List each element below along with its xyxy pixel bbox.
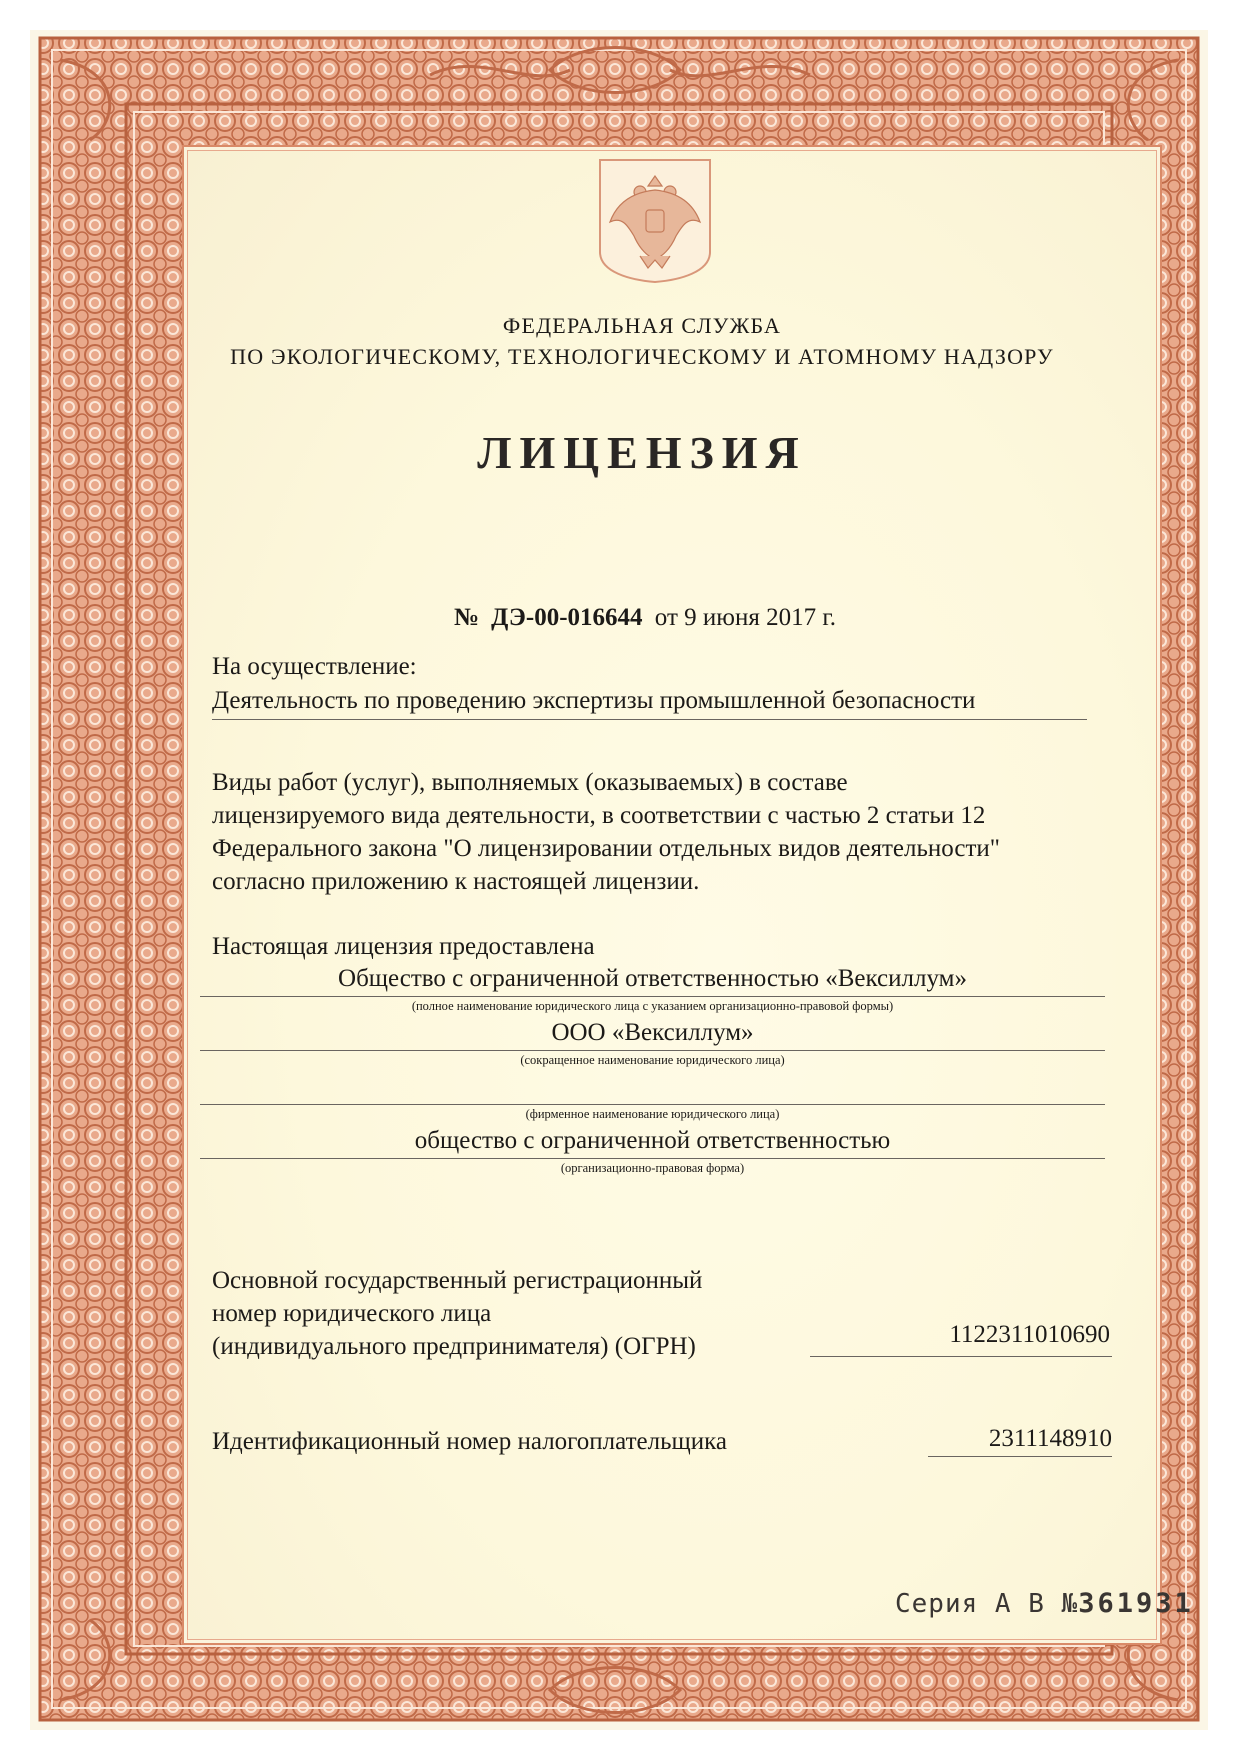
ogrn-label-line-3: (индивидуального предпринимателя) (ОГРН) <box>212 1333 696 1360</box>
legal-form-rule <box>200 1158 1105 1159</box>
series-line <box>895 1588 1194 1619</box>
holder-full-name: Общество с ограниченной ответственностью «Вексиллум» <box>338 965 967 992</box>
brand-name-caption: (фирменное наименование юридического лица) <box>525 1107 780 1121</box>
activity-label: На осуществление: <box>212 653 417 680</box>
series-label: Серия А В № <box>895 1589 1079 1619</box>
ogrn-label-line-1: Основной государственный регистрационный <box>212 1267 703 1294</box>
works-line-2: лицензируемого вида деятельности, в соответствии с частью 2 статьи 12 <box>212 802 986 829</box>
inn-label: Идентификационный номер налогоплательщика <box>212 1428 728 1455</box>
holder-short-name: ООО «Вексиллум» <box>551 1019 754 1046</box>
ogrn-rule <box>810 1356 1112 1357</box>
works-line-1: Виды работ (услуг), выполняемых (оказываемых) в составе <box>212 769 848 796</box>
brand-name-rule <box>200 1104 1105 1105</box>
holder-legal-form: общество с ограниченной ответственностью <box>414 1127 891 1154</box>
ogrn-label-line-2: номер юридического лица <box>212 1300 492 1327</box>
works-line-3: Федерального закона "О лицензировании отдельных видов деятельности" <box>212 835 1000 862</box>
license-number-prefix: № <box>453 604 480 631</box>
short-name-caption: (сокращенное наименование юридического лица) <box>520 1053 785 1067</box>
activity-value: Деятельность по проведению экспертизы промышленной безопасности <box>212 684 1087 720</box>
inn-rule <box>928 1456 1112 1457</box>
works-line-4: согласно приложению к настоящей лицензии. <box>212 868 700 895</box>
inn-value: 2311148910 <box>988 1425 1112 1452</box>
holder-label: Настоящая лицензия предоставлена <box>212 933 595 960</box>
full-name-rule <box>200 996 1105 997</box>
document-title: ЛИЦЕНЗИЯ <box>477 427 807 478</box>
ogrn-value: 1122311010690 <box>949 1321 1110 1348</box>
license-date: от 9 июня 2017 г. <box>654 604 837 631</box>
license-number-line <box>152 604 1132 632</box>
full-name-caption: (полное наименование юридического лица с указанием организационно-правовой формы) <box>411 999 894 1013</box>
service-name-line-1: ФЕДЕРАЛЬНАЯ СЛУЖБА <box>502 313 782 338</box>
series-number: 361931 <box>1078 1588 1194 1619</box>
short-name-rule <box>200 1050 1105 1051</box>
license-number: ДЭ-00-016644 <box>491 604 643 631</box>
service-name-line-2: ПО ЭКОЛОГИЧЕСКОМУ, ТЕХНОЛОГИЧЕСКОМУ И АТОМНОМУ НАДЗОРУ <box>230 344 1054 369</box>
coat-of-arms-icon <box>596 156 714 284</box>
legal-form-caption: (организационно-правовая форма) <box>560 1161 745 1175</box>
